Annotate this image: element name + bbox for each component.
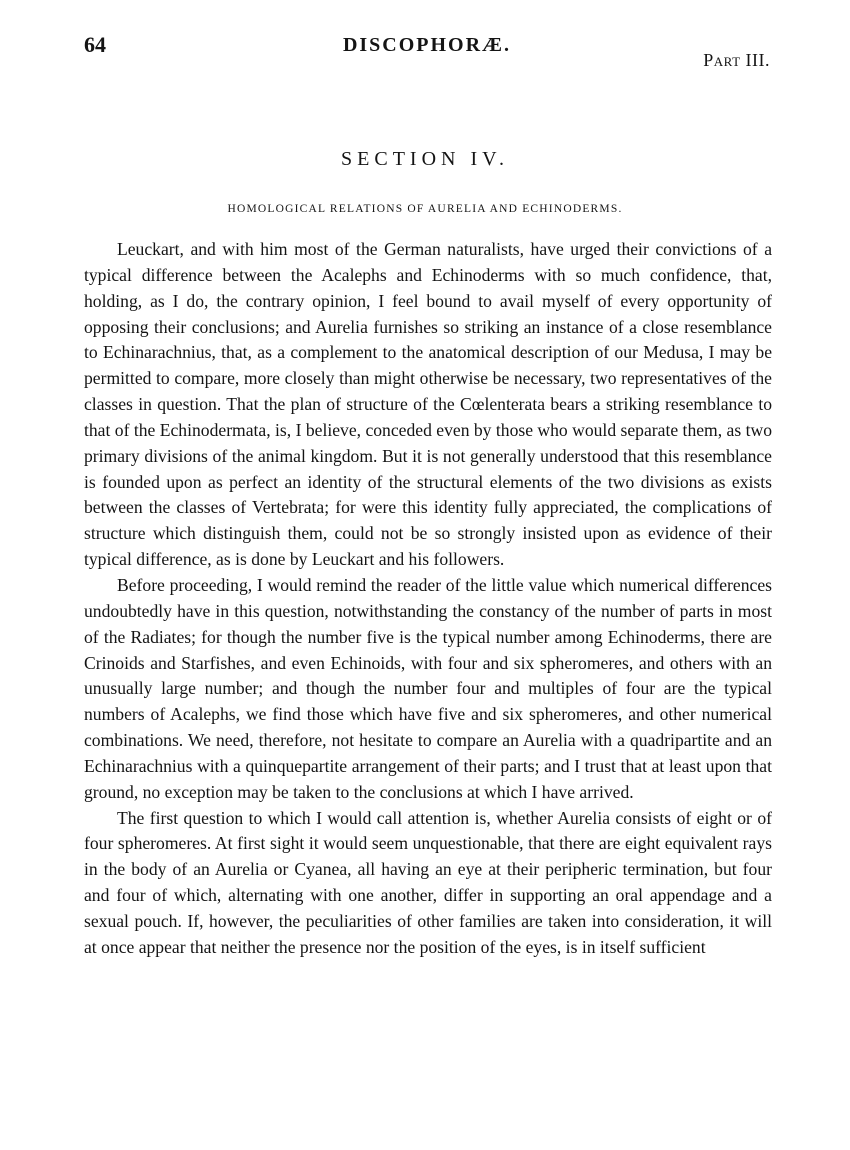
paragraph: Leuckart, and with him most of the German naturalists, have urged their convictions of a typical difference between the Acalephs and Echinoderms with so much confidence, that, holding, as I do, the contrary opinion, I feel bound to avail myself of every opportunity of opposing their conclusions; and Aurelia furnishes so striking an instance of a close resemblance to Echinarachnius, that, as a complement to the anatomical description of our Medusa, I may be permitted to compare, more closely than might otherwise be necessary, two representatives of the classes in question. That the plan of structure of the Cœlenterata bears a striking resemblance to that of the Echinodermata, is, I believe, conceded even by those who would separate them, as two primary divisions of the animal kingdom. But it is not generally understood that this resemblance is founded upon as perfect an identity of the structural elements of the two divisions as exists between the classes of Vertebrata; for were this identity fully appreciated, the complications of structure which distinguish them, could not be so strongly insisted upon as evidence of their typical difference, as is done by Leuckart and his followers. (84, 239, 772, 570)
section-heading: SECTION IV. (341, 148, 509, 170)
paragraph: Before proceeding, I would remind the reader of the little value which numerical differences undoubtedly have in this question, notwithstanding the constancy of the number of parts in most of the Radiates; for though the number five is the typical number among Echinoderms, there are Crinoids and Starfishes, and even Echinoids, with four and six spheromeres, and others with an unusually large number; and though the number four and multiples of four are the typical numbers of Acalephs, we find those which have five and six spheromeres, and other numerical combinations. We need, therefore, not hesitate to compare an Aurelia with a quadripartite and an Echinarachnius with a quinquepartite arrangement of their parts; and I trust that at least upon that ground, no exception may be taken to the conclusions at which I have arrived. (84, 574, 772, 802)
running-head (84, 32, 770, 72)
paragraph: The first question to which I would call attention is, whether Aurelia consists of eight or of four spheromeres. At first sight it would seem unquestionable, that there are eight equivalent rays in the body of an Aurelia or Cyanea, all having an eye at their peripheric termination, but four and four of which, alternating with one another, differ in supporting an oral appendage and a sexual pouch. If, however, the peculiarities of other families are taken into consideration, it will at once appear that neither the presence nor the position of the eyes, is in itself sufficient (84, 807, 772, 957)
part-label: Part III. (703, 50, 770, 70)
running-head-title: DISCOPHORÆ. (342, 34, 512, 56)
page-number: 64 (84, 32, 106, 57)
body-text (84, 237, 772, 961)
section-subheading: HOMOLOGICAL RELATIONS OF AURELIA AND ECHINODERMS. (227, 203, 623, 215)
